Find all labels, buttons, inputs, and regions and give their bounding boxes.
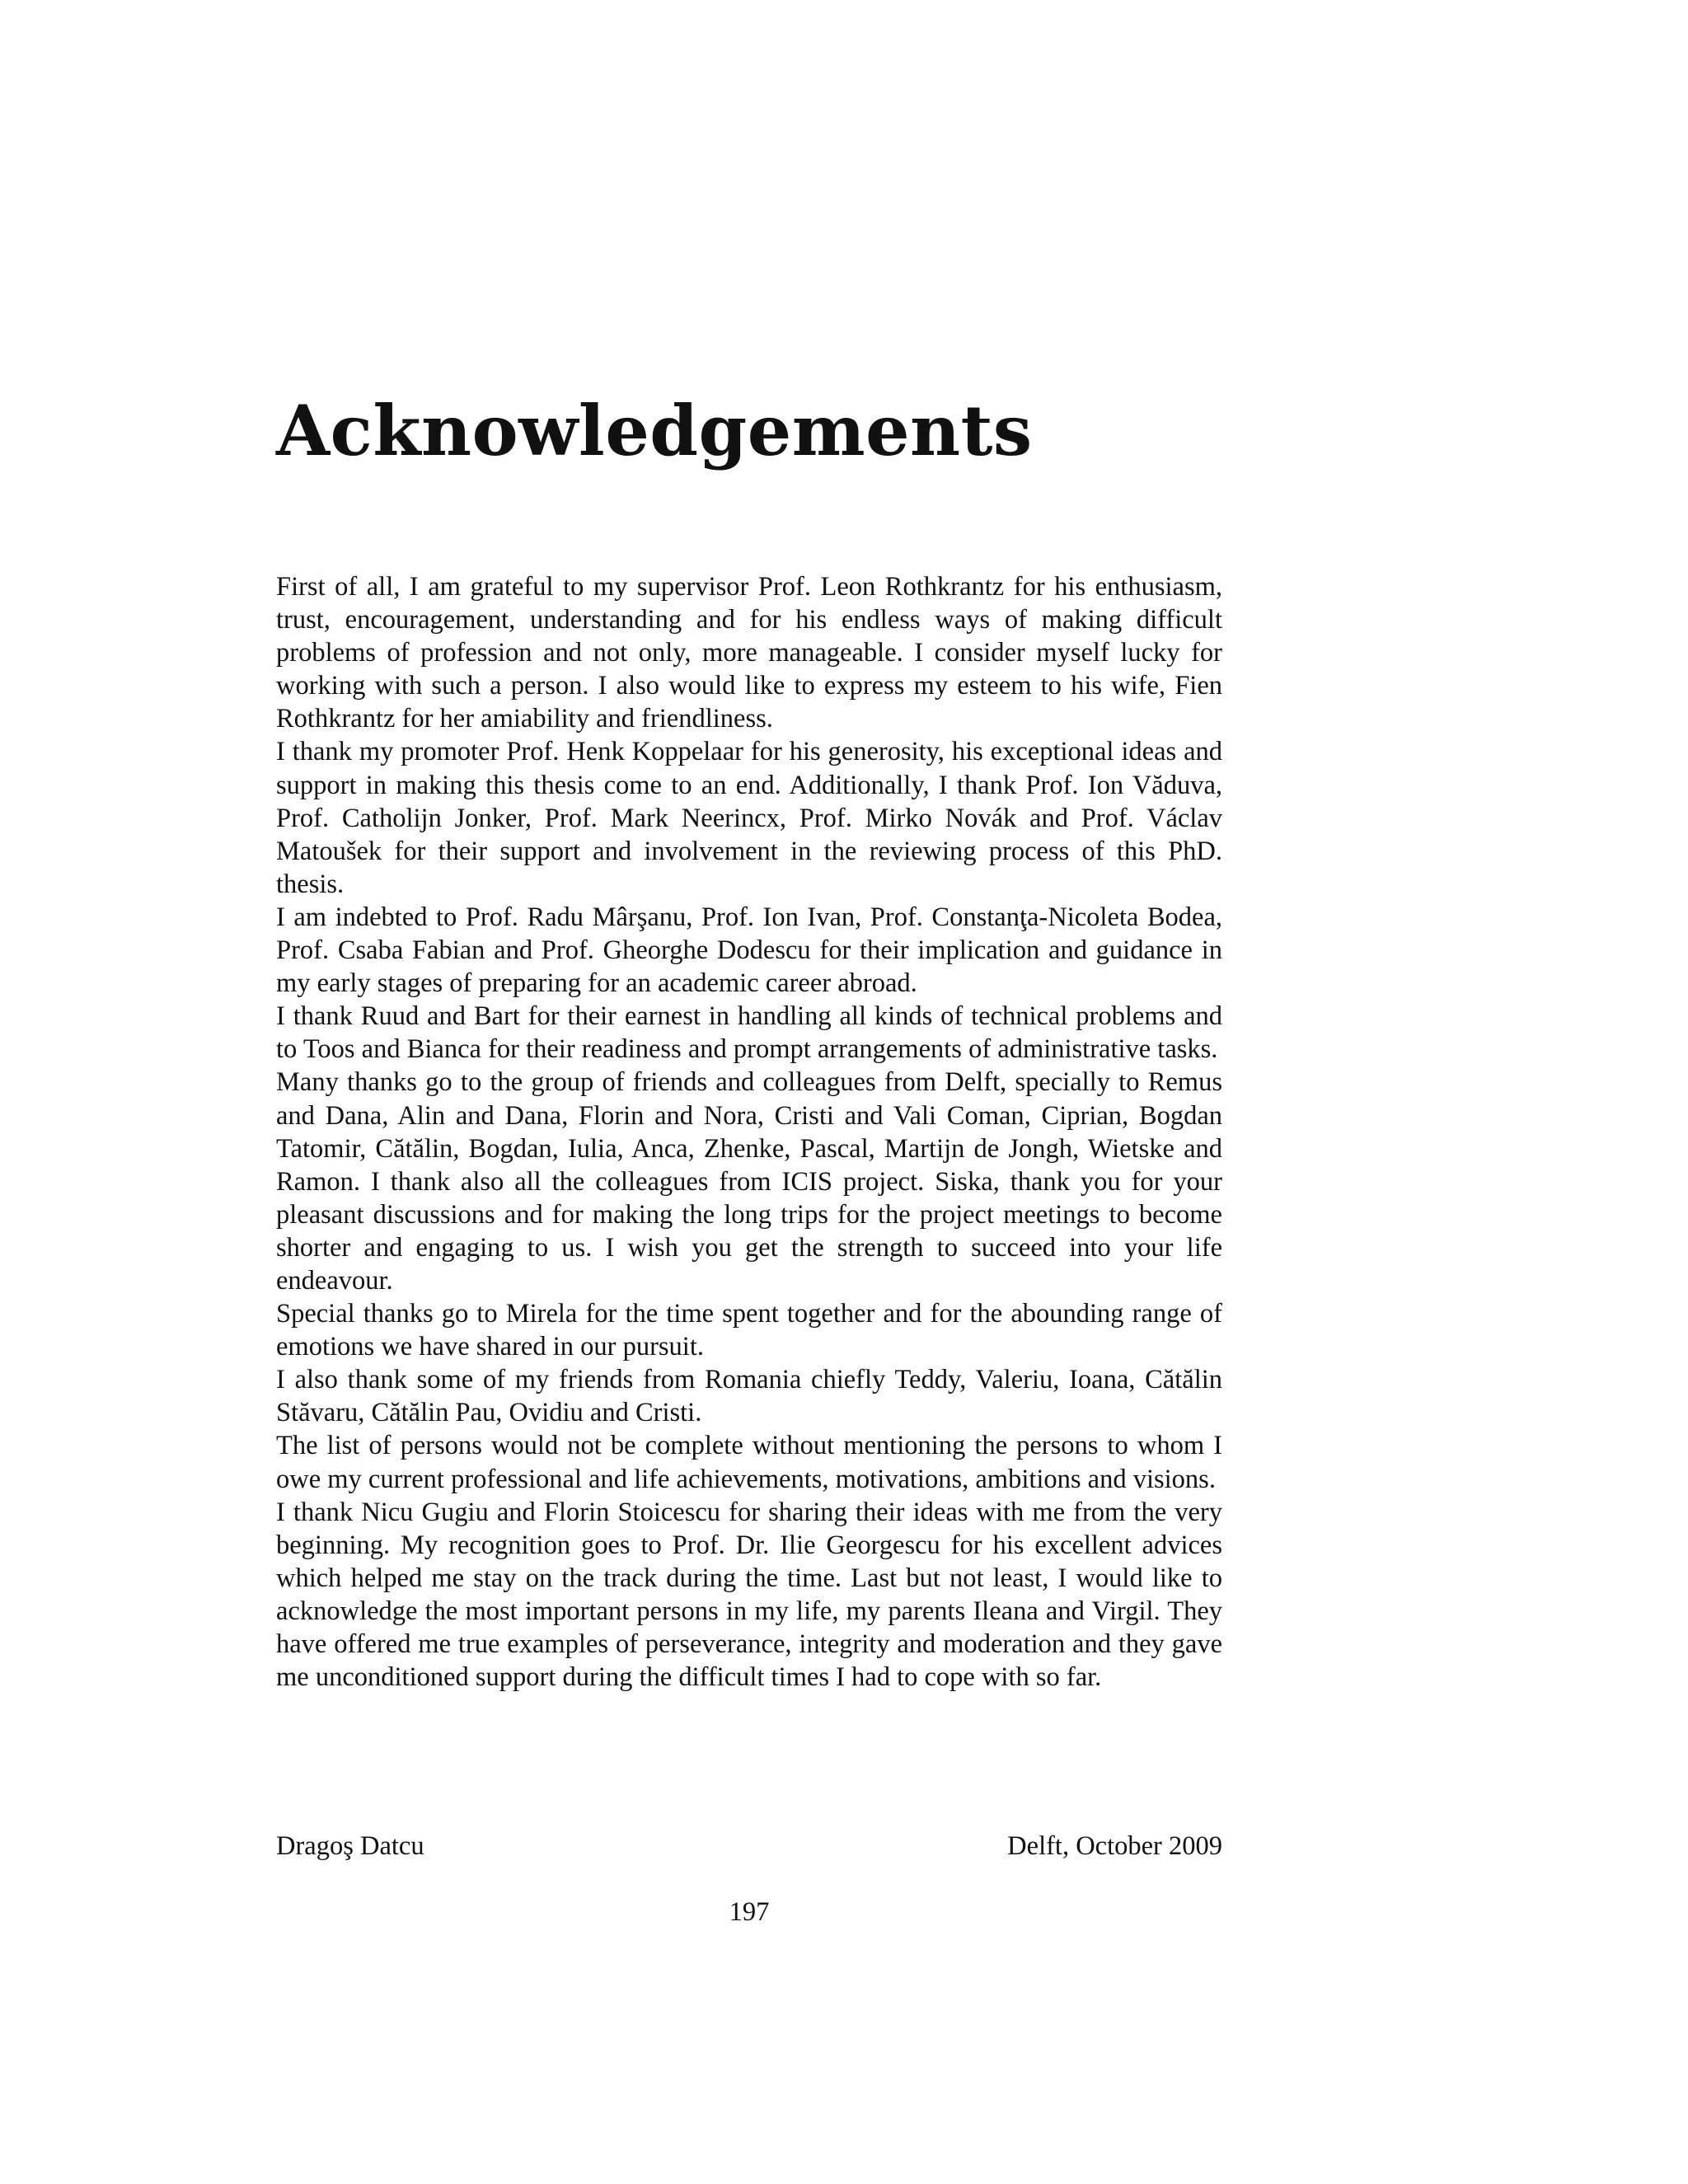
paragraph-supervisor: First of all, I am grateful to my supervisor Prof. Leon Rothkrantz for his enthusiasm, trust, encouragement, understanding and for his endless ways of making difficult problems of profession and not only, more manageable. I consider myself lucky for working with such a person. I also would like to express my esteem to his wife, Fien Rothkrantz for her amiability and friendliness. [276,572,1222,734]
place-date: Delft, October 2009 [1007,1831,1222,1861]
paragraph-delft-friends: Many thanks go to the group of friends and colleagues from Delft, specially to Remus and Dana, Alin and Dana, Florin and Nora, Cristi and Vali Coman, Ciprian, Bogdan Tatomir, Cătălin, Bogdan, Iulia, Anca, Zhenke, Pascal, Martijn de Jongh, Wietske and Ramon. I thank also all the colleagues from ICIS project. Siska, thank you for your pleasant discussions and for making the long trips for the project meetings to become shorter and engaging to us. I wish you get the strength to succeed into your life endeavour. [276,1067,1222,1296]
paragraph-professors: I am indebted to Prof. Radu Mârşanu, Prof. Ion Ivan, Prof. Constanţa-Nicoleta Bodea, Prof. Csaba Fabian and Prof. Gheorghe Dodescu for their implication and guidance in my early stages of preparing for an academic career abroad. [276,902,1222,999]
paragraph-romania-friends: I also thank some of my friends from Romania chiefly Teddy, Valeriu, Ioana, Cătălin Stăvaru, Cătălin Pau, Ovidiu and Cristi. [276,1365,1222,1428]
page-number: 197 [729,1897,770,1927]
signature-line [276,1830,1222,1863]
chapter-title: Acknowledgements [276,390,1033,471]
paragraph-promoter: I thank my promoter Prof. Henk Koppelaar for his generosity, his exceptional ideas and support in making this thesis come to an end. Additionally, I thank Prof. Ion Văduva, Prof. Catholijn Jonker, Prof. Mark Neerincx, Prof. Mirko Novák and Prof. Václav Matoušek for their support and involvement in the reviewing process of this PhD. thesis. [276,737,1222,899]
paragraph-family: I thank Nicu Gugiu and Florin Stoicescu for sharing their ideas with me from the very beginning. My recognition goes to Prof. Dr. Ilie Georgescu for his excellent advices which helped me stay on the track during the time. Last but not least, I would like to acknowledge the most important persons in my life, my parents Ileana and Virgil. They have offered me true examples of perseverance, integrity and moderation and they gave me unconditioned support during the difficult times I had to cope with so far. [276,1497,1222,1693]
paragraph-mirela: Special thanks go to Mirela for the time spent together and for the abounding range of emotions we have shared in our pursuit. [276,1299,1222,1362]
author-name: Dragoş Datcu [276,1831,424,1861]
acknowledgements-body [276,570,1222,1694]
paragraph-technical-staff: I thank Ruud and Bart for their earnest in handling all kinds of technical problems and to Toos and Bianca for their readiness and prompt arrangements of administrative tasks. [276,1001,1222,1065]
paragraph-persons-list: The list of persons would not be complete without mentioning the persons to whom I owe my current professional and life achievements, motivations, ambitions and visions. [276,1431,1222,1494]
